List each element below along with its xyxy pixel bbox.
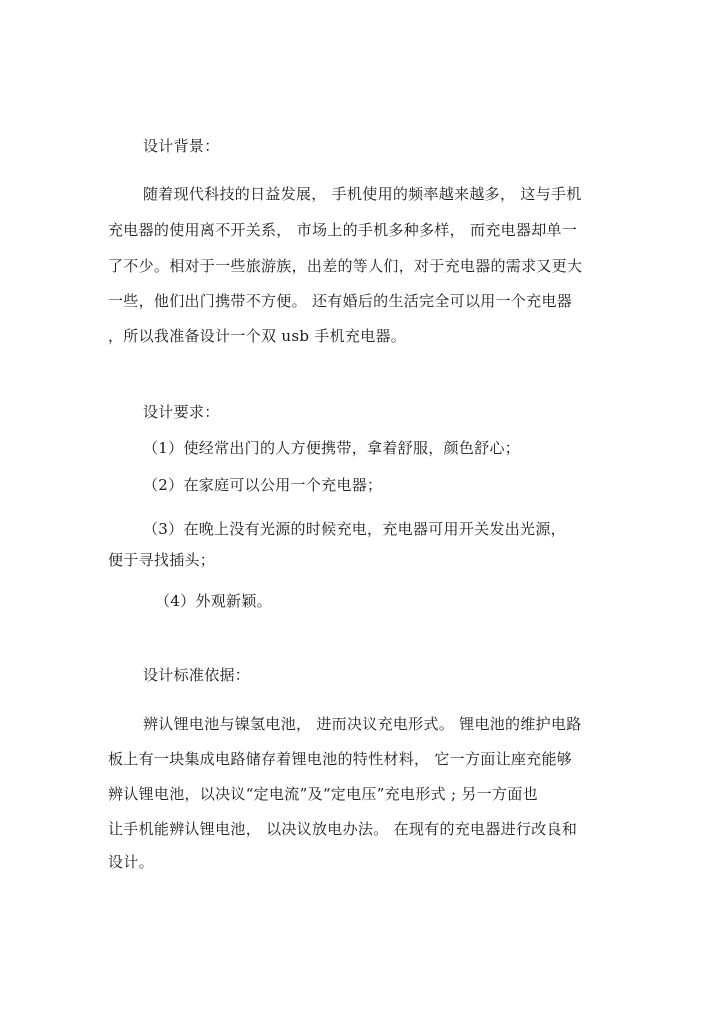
requirements-heading: 设计要求： bbox=[143, 403, 220, 421]
basis-line-4: 让手机能辨认锂电池， 以决议放电办法。 在现有的充电器进行改良和 bbox=[108, 820, 578, 838]
background-heading: 设计背景： bbox=[143, 137, 220, 155]
background-line-2: 充电器的使用离不开关系， 市场上的手机多种多样， 而充电器却单一 bbox=[108, 221, 578, 239]
background-line-1: 随着现代科技的日益发展， 手机使用的频率越来越多， 这与手机 bbox=[143, 185, 582, 203]
requirement-item-2: （2）在家庭可以公用一个充电器； bbox=[143, 476, 383, 494]
basis-line-5: 设计。 bbox=[108, 853, 154, 871]
basis-line-2: 板上有一块集成电路储存着锂电池的特性材料， 它一方面让座充能够 bbox=[108, 750, 573, 768]
requirement-item-3-line-2: 便于寻找插头； bbox=[108, 551, 216, 569]
background-line-5: ，所以我准备设计一个双 usb 手机充电器。 bbox=[108, 327, 407, 345]
requirement-item-4: （4）外观新颖。 bbox=[155, 592, 272, 610]
basis-line-1: 辨认锂电池与镍氢电池， 进而决议充电形式。 锂电池的维护电路 bbox=[143, 715, 582, 733]
background-line-3: 了不少。相对于一些旅游族，出差的等人们，对于充电器的需求又更大 bbox=[108, 257, 583, 275]
background-line-4: 一些，他们出门携带不方便。 还有婚后的生活完全可以用一个充电器 bbox=[108, 292, 573, 310]
basis-heading: 设计标准依据： bbox=[143, 666, 251, 684]
basis-line-3: 辨认锂电池，以决议“定电流”及“定电压”充电形式 ; 另一方面也 bbox=[108, 785, 538, 803]
requirement-item-1: （1）使经常出门的人方便携带，拿着舒服，颜色舒心； bbox=[143, 439, 521, 457]
requirement-item-3-line-1: （3）在晚上没有光源的时候充电，充电器可用开关发出光源， bbox=[143, 520, 566, 538]
